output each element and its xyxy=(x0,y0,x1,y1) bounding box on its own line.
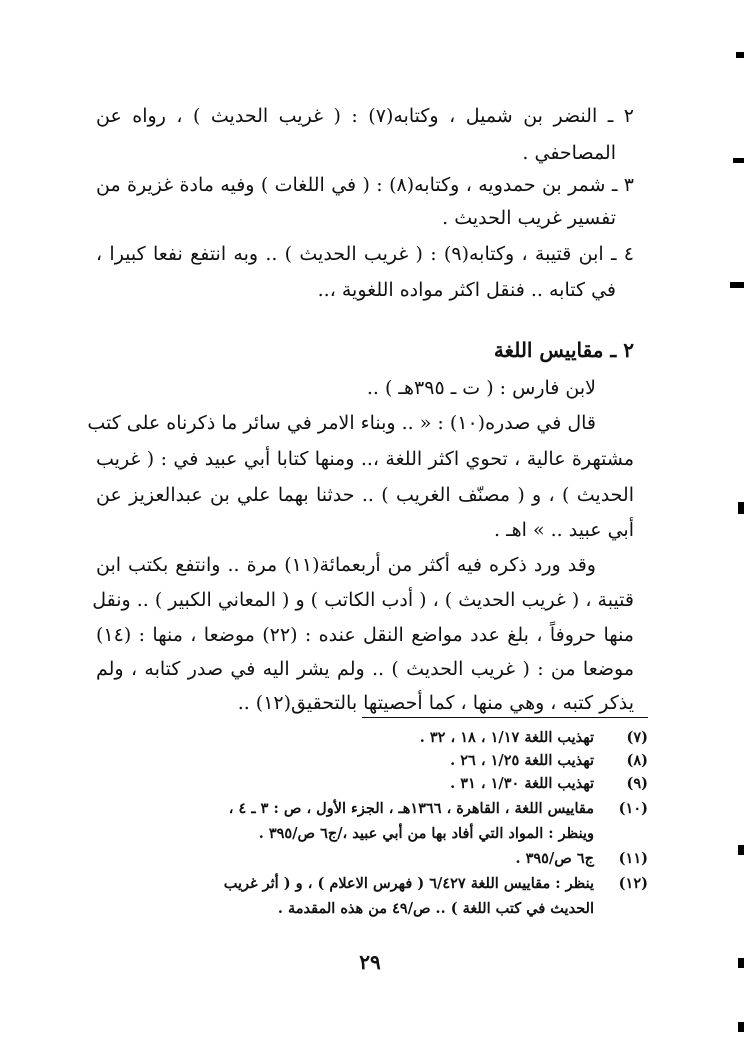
scan-edge-mark xyxy=(730,282,744,288)
scan-edge-mark xyxy=(738,958,744,968)
footnote-number: (٧) xyxy=(626,729,648,746)
list-item-2-line-2: المصاحفي . xyxy=(522,142,616,164)
scan-edge-mark xyxy=(733,158,744,163)
footnote-text: تهذيب اللغة ١/٢٥ ، ٢٦ . xyxy=(450,752,594,769)
body-line-3: مشتهرة عالية ، تحوي اكثر اللغة ،.. ومنها كتابا أبي عبيد في : ( غريب xyxy=(96,448,634,470)
list-item-2-line-1: ٢ ـ النضر بن شميل ، وكتابه(٧) : ( غريب الحديث ) ، رواه عن xyxy=(96,105,635,127)
body-line-7: قتيبة ، ( غريب الحديث ) ، ( أدب الكاتب ) و ( المعاني الكبير ) .. ونقل xyxy=(92,589,634,611)
body-line-5: أبي عبيد .. » اهـ . xyxy=(494,519,634,541)
footnote-number: (٩) xyxy=(626,775,648,792)
list-item-3-line-2: تفسير غريب الحديث . xyxy=(442,207,616,229)
scan-edge-mark xyxy=(738,1022,744,1032)
footnote-number: (١١) xyxy=(618,850,648,867)
footnote-separator xyxy=(362,717,648,718)
footnote-text: ينظر : مقاييس اللغة ٦/٤٢٧ ( فهرس الاعلام ) ، و ( أثر غريب xyxy=(223,875,594,892)
body-line-10: يذكر كتبه ، وهي منها ، كما أحصيتها بالتحقيق(١٢) .. xyxy=(237,692,634,714)
scan-edge-mark xyxy=(738,502,744,514)
body-line-6: وقد ورد ذكره فيه أكثر من أربعمائة(١١) مرة .. وانتفع بكتب ابن xyxy=(96,554,596,576)
body-line-2: قال في صدره(١٠) : « .. وبناء الامر في سائر ما ذكرناه على كتب xyxy=(87,412,596,434)
list-item-4-line-2: في كتابه .. فنقل اكثر مواده اللغوية ،.. xyxy=(317,279,616,301)
footnote-text: تهذيب اللغة ١/٣٠ ، ٣١ . xyxy=(450,775,594,792)
page-number: ٢٩ xyxy=(359,950,381,974)
list-item-4-line-1: ٤ ـ ابن قتيبة ، وكتابه(٩) : ( غريب الحديث ) .. وبه انتفع نفعا كبيرا ، xyxy=(96,243,635,265)
footnote-text: تهذيب اللغة ١/١٧ ، ١٨ ، ٣٢ . xyxy=(419,729,594,746)
body-line-1: لابن فارس : ( ت ـ ٣٩٥هـ ) .. xyxy=(366,377,596,399)
section-heading: ٢ ـ مقاييس اللغة xyxy=(493,338,634,362)
list-item-3-line-1: ٣ ـ شمر بن حمدويه ، وكتابه(٨) : ( في اللغات ) وفيه مادة غزيرة من xyxy=(96,174,634,196)
footnote-text: مقاييس اللغة ، القاهرة ، ١٣٦٦هـ ، الجزء الأول ، ص : ٣ ـ ٤ ، xyxy=(228,800,594,817)
footnote-text: ج٦ ص/٣٩٥ . xyxy=(515,850,594,867)
footnote-number: (١٢) xyxy=(618,875,648,892)
footnote-text: وينظر : المواد التي أفاد بها من أبي عبيد ،/ج٦ ص/٣٩٥ . xyxy=(258,825,594,842)
body-line-9: موضعا من : ( غريب الحديث ) .. ولم يشر اليه في صدر كتابه ، ولم xyxy=(96,658,634,680)
footnote-text: الحديث في كتب اللغة ) .. ص/٤٩ من هذه المقدمة . xyxy=(277,900,594,917)
body-line-8: منها حروفاً ، بلغ عدد مواضع النقل عنده : (٢٢) موضعا ، منها : (١٤) xyxy=(96,624,634,646)
body-line-4: الحديث ) ، و ( مصنّف الغريب ) .. حدثنا بهما علي بن عبدالعزيز عن xyxy=(96,484,634,506)
footnote-number: (٨) xyxy=(626,752,648,769)
footnote-number: (١٠) xyxy=(618,800,648,817)
scan-edge-mark xyxy=(736,52,744,58)
scan-edge-mark xyxy=(738,845,744,855)
